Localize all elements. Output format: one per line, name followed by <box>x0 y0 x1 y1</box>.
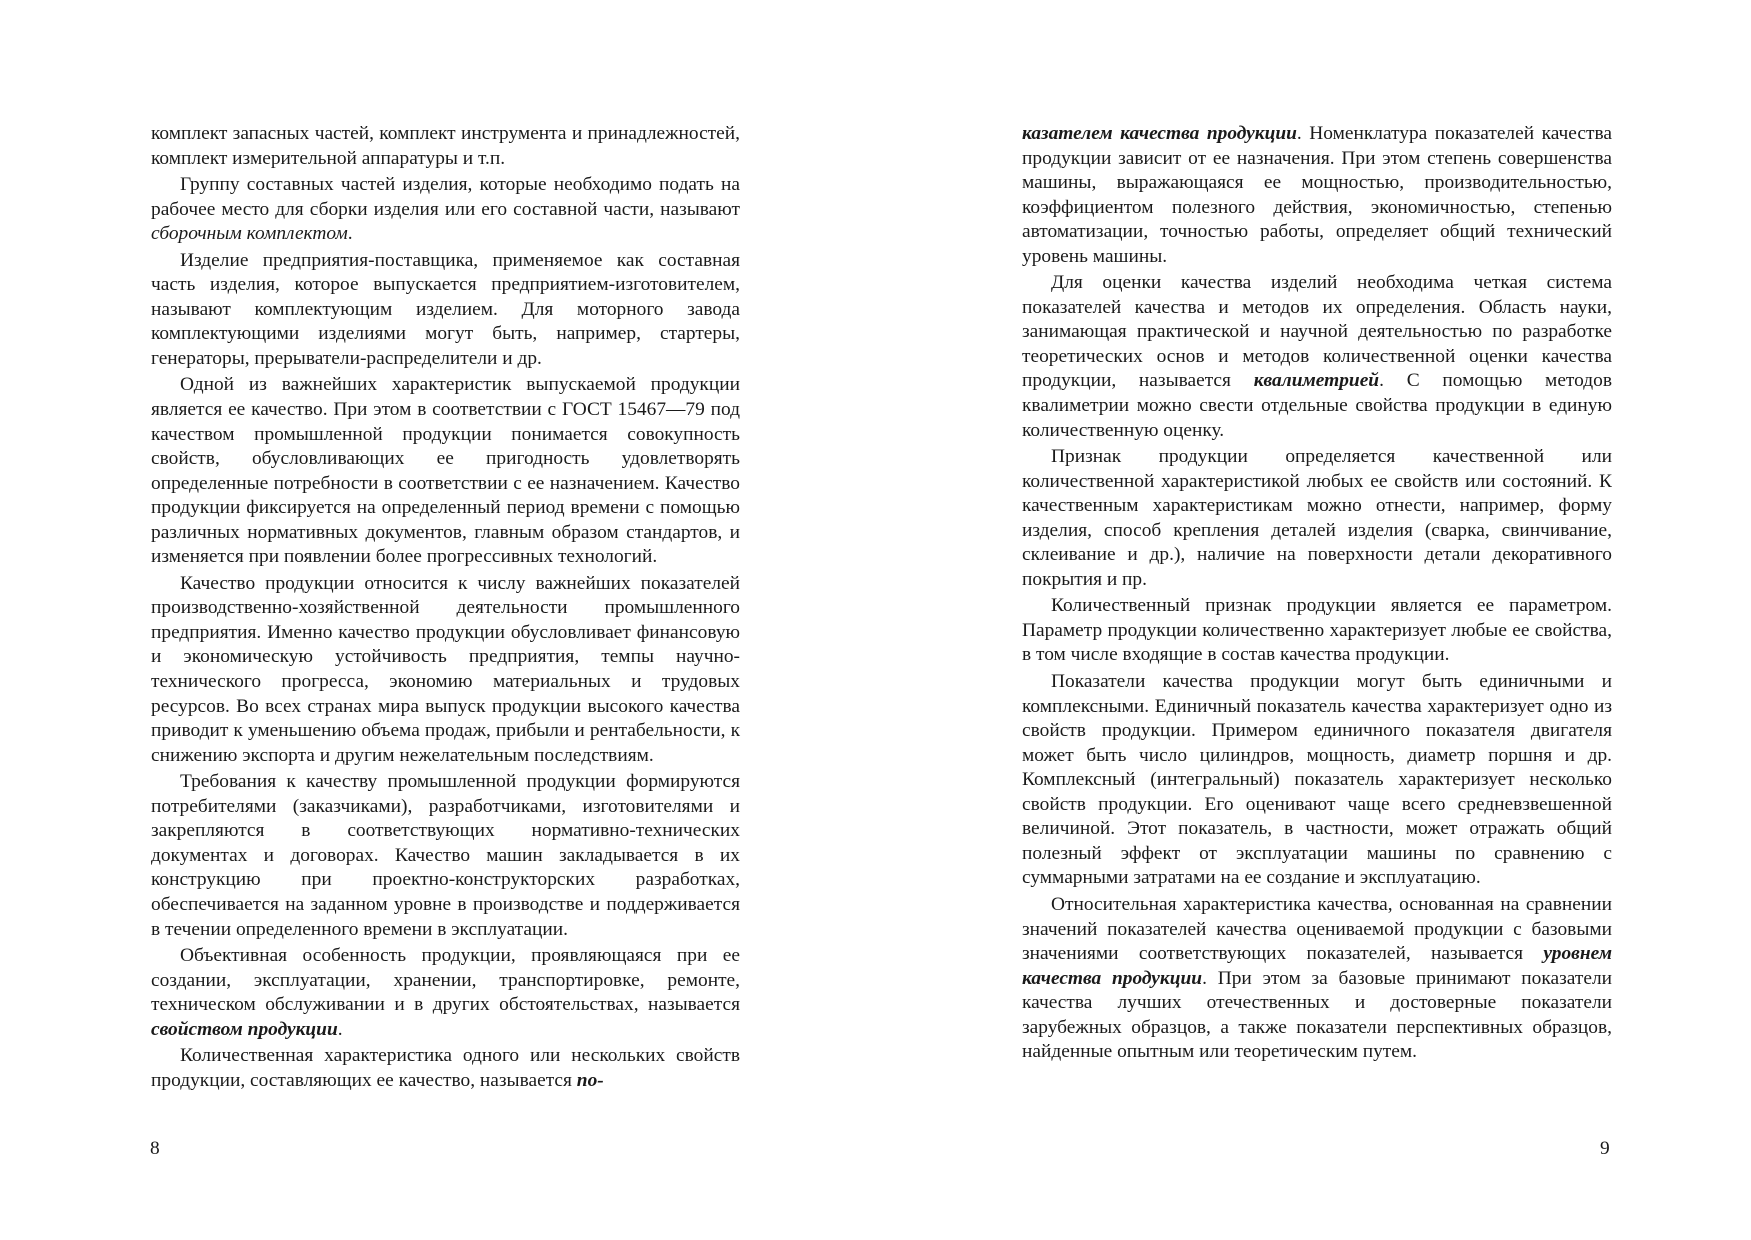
left-paragraph-7: Объективная особенность продукции, проявляющаяся при ее создании, эксплуатации, хранении, транспортировке, ремонте, техническом обслуживании и в других обстоятельствах, называется свойством продукции. <box>151 945 740 1040</box>
page-number-left: 8 <box>150 1138 160 1159</box>
right-paragraph-5: Показатели качества продукции могут быть единичными и комплексными. Единичный показатель качества характеризует одно из свойств продукции. Примером единичного показателя двигателя может быть число цилиндров, мощность, диаметр поршня и др. Комплексный (интегральный) показатель характеризует несколько свойств продукции. Его оценивают чаще всего средневзвешенной величиной. Этот показатель, в частности, может отражать общий полезный эффект от эксплуатации машины по сравнению с суммарными затратами на ее создание и эксплуатацию. <box>1022 671 1612 889</box>
right-paragraph-3: Признак продукции определяется качественной или количественной характеристикой любых ее свойств или состояний. К качественным характеристикам можно отнести, например, форму изделия, способ крепления деталей изделия (сварка, свинчивание, склеивание и др.), наличие на поверхности детали декоративного покрытия и пр. <box>1022 446 1612 590</box>
right-paragraph-1: казателем качества продукции. Номенклатура показателей качества продукции зависит от ее назначения. При этом степень совершенства машины, выражающаяся ее мощностью, производительностью, коэффициентом полезного действия, экономичностью, степенью автоматизации, точностью работы, определяет общий технический уровень машины. <box>1022 123 1612 267</box>
term-quality-level: уровнем качества продукции <box>1022 943 1612 989</box>
left-paragraph-8: Количественная характеристика одного или нескольких свойств продукции, составляющих ее качество, называется по- <box>151 1045 740 1091</box>
term-assembly-kit: сборочным комплектом <box>151 223 348 245</box>
left-page <box>151 122 740 1093</box>
right-page <box>1022 122 1612 1065</box>
term-quality-indicator-start: по- <box>576 1069 604 1091</box>
right-paragraph-2: Для оценки качества изделий необходима четкая система показателей качества и методов их определения. Область науки, занимающая практической и научной деятельностью по разработке теоретических основ и методов количественной оценки качества продукции, называется квалиметрией. С помощью методов квалиметрии можно свести отдельные свойства продукции в единую количественную оценку. <box>1022 272 1613 441</box>
left-paragraph-2: Группу составных частей изделия, которые необходимо подать на рабочее место для сборки изделия или его составной части, называют сборочным комплектом. <box>151 174 740 245</box>
left-paragraph-1: комплект запасных частей, комплект инструмента и принадлежностей, комплект измерительной аппаратуры и т.п. <box>151 123 740 169</box>
right-paragraph-4: Количественный признак продукции является ее параметром. Параметр продукции количественно характеризует любые ее свойства, в том числе входящие в состав качества продукции. <box>1022 595 1612 666</box>
left-paragraph-5: Качество продукции относится к числу важнейших показателей производственно-хозяйственной деятельности промышленного предприятия. Именно качество продукции обусловливает финансовую и экономическую устойчивость предприятия, темпы научно-технического прогресса, экономию материальных и трудовых ресурсов. Во всех странах мира выпуск продукции высокого качества приводит к уменьшению объема продаж, прибыли и рентабельности, к снижению экспорта и другим нежелательным последствиям. <box>151 572 740 766</box>
page-number-right: 9 <box>1600 1138 1610 1159</box>
left-paragraph-3: Изделие предприятия-поставщика, применяемое как составная часть изделия, которое выпускается предприятием-изготовителем, называют комплектующим изделием. Для моторного завода комплектующими изделиями могут быть, например, стартеры, генераторы, прерыватели-распределители и др. <box>151 249 740 369</box>
left-paragraph-6: Требования к качеству промышленной продукции формируются потребителями (заказчиками), разработчиками, изготовителями и закрепляются в соответствующих нормативно-технических документах и договорах. Качество машин закладывается в их конструкцию при проектно-конструкторских разработках, обеспечивается на заданном уровне в производстве и поддерживается в течении определенного времени в эксплуатации. <box>151 771 740 940</box>
left-paragraph-4: Одной из важнейших характеристик выпускаемой продукции является ее качество. При этом в соответствии с ГОСТ 15467—79 под качеством промышленной продукции понимается совокупность свойств, обусловливающих ее пригодность удовлетворять определенные потребности в соответствии с ее назначением. Качество продукции фиксируется на определенный период времени с помощью различных нормативных документов, главным образом стандартов, и изменяется при появлении более прогрессивных технологий. <box>151 374 740 568</box>
term-qualimetry: квалиметрией <box>1253 370 1380 392</box>
term-product-property: свойством продукции <box>151 1018 338 1040</box>
term-quality-indicator-end: казателем качества продукции <box>1022 123 1297 144</box>
right-paragraph-6: Относительная характеристика качества, основанная на сравнении значений показателей качества оцениваемой продукции с базовыми значениями соответствующих показателей, называется уровнем качества продукции. При этом за базовые принимают показатели качества лучших отечественных и достоверные показатели зарубежных образцов, а также показатели перспективных образцов, найденные опытным или теоретическим путем. <box>1022 893 1612 1063</box>
